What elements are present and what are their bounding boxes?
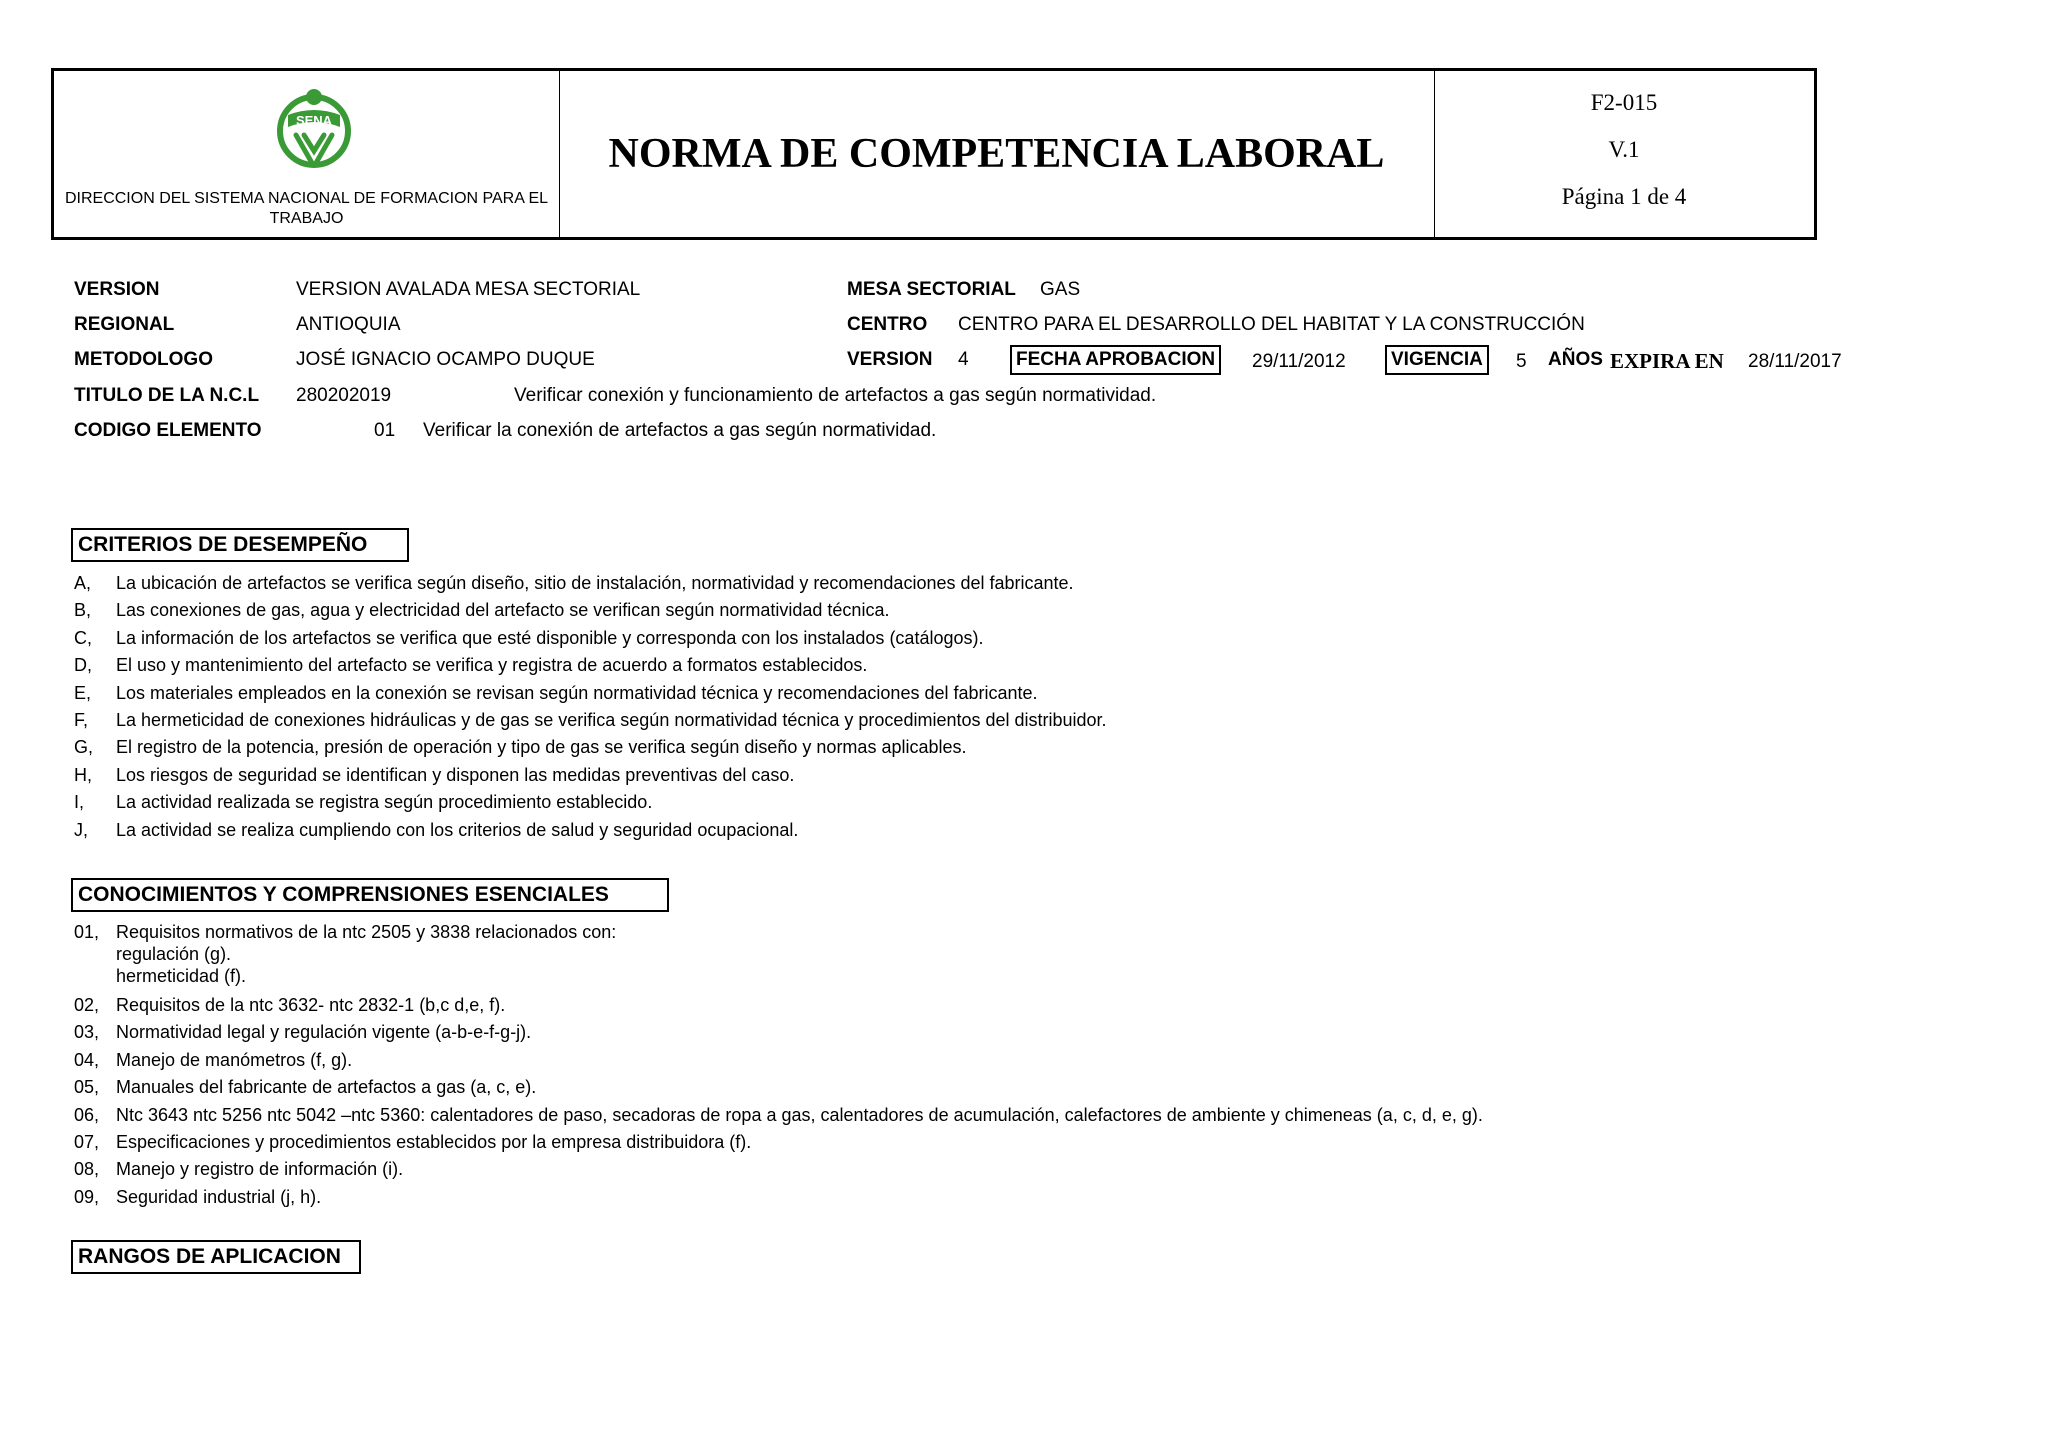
document-title: NORMA DE COMPETENCIA LABORAL <box>608 131 1385 177</box>
list-item: 02, Requisitos de la ntc 3632- ntc 2832-1 (b,c d,e, f). <box>74 995 506 1015</box>
list-item: I, La actividad realizada se registra según procedimiento establecido. <box>74 792 653 813</box>
list-item: F, La hermeticidad de conexiones hidráulicas y de gas se verifica según normatividad técnica y procedimientos del distribuidor. <box>74 709 1107 730</box>
centro-label: CENTRO <box>847 314 928 335</box>
metodologo-label: METODOLOGO <box>74 349 213 370</box>
titulo-ncl-code: 280202019 <box>296 385 392 406</box>
titulo-ncl-value: Verificar conexión y funcionamiento de artefactos a gas según normatividad. <box>514 385 1157 406</box>
list-item: C, La información de los artefactos se verifica que esté disponible y corresponda con los instalados (catálogos). <box>74 627 984 648</box>
centro-value: CENTRO PARA EL DESARROLLO DEL HABITAT Y LA CONSTRUCCIÓN <box>958 314 1585 335</box>
list-item: A, La ubicación de artefactos se verifica según diseño, sitio de instalación, normatividad y recomendaciones del fabricante. <box>74 573 1074 593</box>
conocimientos-list <box>74 918 1483 1211</box>
fecha-aprobacion-value: 29/11/2012 <box>1252 351 1346 372</box>
version-number-value: 4 <box>958 349 969 370</box>
list-item: 05, Manuales del fabricante de artefactos a gas (a, c, e). <box>74 1077 537 1098</box>
list-item: G, El registro de la potencia, presión de operación y tipo de gas se verifica según diseño y normas aplicables. <box>74 737 967 758</box>
list-item: B, Las conexiones de gas, agua y electricidad del artefacto se verifican según normatividad técnica. <box>74 600 890 621</box>
criterios-list <box>74 570 1107 844</box>
version-value: VERSION AVALADA MESA SECTORIAL <box>296 279 641 300</box>
criterios-heading: CRITERIOS DE DESEMPEÑO <box>71 528 409 562</box>
sena-logo <box>274 85 354 175</box>
list-item: 01, Requisitos normativos de la ntc 2505 y 3838 relacionados con: regulación (g). hermeticidad (f). <box>74 922 617 986</box>
list-item: E, Los materiales empleados en la conexión se revisan según normatividad técnica y recomendaciones del fabricante. <box>74 682 1038 703</box>
regional-label: REGIONAL <box>74 314 175 335</box>
metodologo-value: JOSÉ IGNACIO OCAMPO DUQUE <box>296 349 595 370</box>
fecha-aprobacion-label: FECHA APROBACION <box>1010 345 1221 375</box>
regional-value: ANTIOQUIA <box>296 314 401 335</box>
version-number-label: VERSION <box>847 349 933 370</box>
list-item: 08, Manejo y registro de información (i). <box>74 1159 404 1180</box>
codigo-elemento-value: Verificar la conexión de artefactos a gas según normatividad. <box>423 420 937 441</box>
list-item: D, El uso y mantenimiento del artefacto se verifica y registra de acuerdo a formatos establecidos. <box>74 655 868 676</box>
vigencia-value: 5 <box>1516 351 1527 372</box>
codigo-elemento-code: 01 <box>374 420 396 441</box>
rangos-heading: RANGOS DE APLICACION <box>71 1240 361 1274</box>
mesa-sectorial-label: MESA SECTORIAL <box>847 279 1016 300</box>
anos-label: AÑOS <box>1548 349 1603 370</box>
conocimientos-heading: CONOCIMIENTOS Y COMPRENSIONES ESENCIALES <box>71 878 669 912</box>
codigo-elemento-label: CODIGO ELEMENTO <box>74 420 262 441</box>
version-label: VERSION <box>74 279 160 300</box>
list-item: J, La actividad se realiza cumpliendo con los criterios de salud y seguridad ocupacional. <box>74 819 799 840</box>
organization-name: DIRECCION DEL SISTEMA NACIONAL DE FORMACION PARA EL TRABAJO <box>64 190 549 227</box>
list-item: 07, Especificaciones y procedimientos establecidos por la empresa distribuidora (f). <box>74 1131 752 1152</box>
list-item: 03, Normatividad legal y regulación vigente (a-b-e-f-g-j). <box>74 1022 532 1043</box>
vigencia-label: VIGENCIA <box>1385 345 1489 375</box>
list-item: H, Los riesgos de seguridad se identifican y disponen las medidas preventivas del caso. <box>74 764 795 785</box>
form-version: V.1 <box>1608 137 1640 162</box>
mesa-sectorial-value: GAS <box>1040 279 1081 300</box>
expira-value: 28/11/2017 <box>1748 351 1842 372</box>
list-item: 04, Manejo de manómetros (f, g). <box>74 1049 353 1070</box>
form-code: F2-015 <box>1590 90 1658 115</box>
expira-label: EXPIRA EN <box>1610 349 1724 373</box>
document-meta <box>1434 79 1814 220</box>
list-item: 06, Ntc 3643 ntc 5256 ntc 5042 –ntc 5360: calentadores de paso, secadoras de ropa a gas, calentadores de acumulación, calefactores de ambiente y chimeneas (a, c, d, e, g). <box>74 1104 1483 1125</box>
titulo-ncl-label: TITULO DE LA N.C.L <box>74 385 260 406</box>
logo-text: SENA <box>295 113 333 128</box>
list-item: 09, Seguridad industrial (j, h). <box>74 1186 322 1207</box>
page-indicator: Página 1 de 4 <box>1561 184 1687 209</box>
document-header <box>51 68 1817 240</box>
